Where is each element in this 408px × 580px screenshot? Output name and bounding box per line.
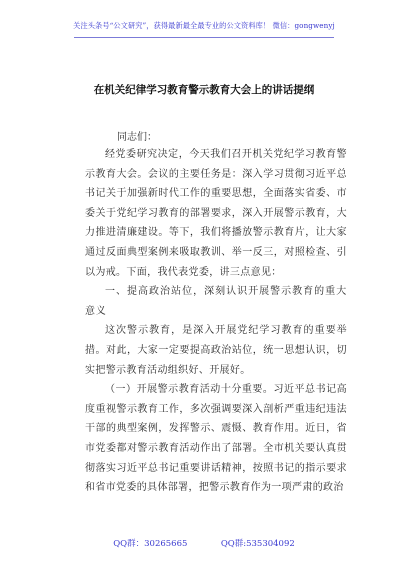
document-title: 在机关纪律学习教育警示教育大会上的讲话提纲	[93, 84, 315, 96]
header-promo-text: 关注头条号“公文研究”，获得最新最全最专业的公文资料库！ 微信：gongwenyj	[73, 21, 335, 30]
document-body	[85, 145, 347, 498]
header-divider	[74, 37, 334, 38]
section-heading: 一、提高政治站位，深刻认识开展警示教育的重大意义	[85, 286, 347, 317]
salutation: 同志们：	[117, 132, 157, 143]
body-paragraph: 经党委研究决定，今天我们召开机关党纪学习教育警示教育大会。会议的主要任务是：深入学习贯彻习近平总书记关于加强新时代工作的重要思想，全面落实省委、市委关于党纪学习教育的部署要求，深入开展警示教育，大力推进清廉建设。等下，我们将播放警示教育片，让大家通过反面典型案例来吸取教训、举一反三，对照检查、引以为戒。下面，我代表党委，讲三点意见：	[85, 149, 347, 278]
footer-qq-group-1: QQ群：30265665	[113, 539, 188, 549]
body-paragraph: （一）开展警示教育活动十分重要。习近平总书记高度重视警示教育工作，多次强调要深入剖析严重违纪违法干部的典型案例，发挥警示、震慑、教育作用。近日，省市党委都对警示教育活动作出了部署。全市机关要认真贯彻落实习近平总书记重要讲话精神，按照书记的指示要求和省市党委的具体部署，把警示教育作为一项严肃的政治	[85, 384, 347, 494]
footer-qq-group-2: QQ群:535304092	[220, 539, 295, 549]
body-paragraph: 这次警示教育，是深入开展党纪学习教育的重要举措。对此，大家一定要提高政治站位，统一思想认识，切实把警示教育活动组织好、开展好。	[85, 325, 347, 376]
footer-contact	[0, 537, 408, 549]
